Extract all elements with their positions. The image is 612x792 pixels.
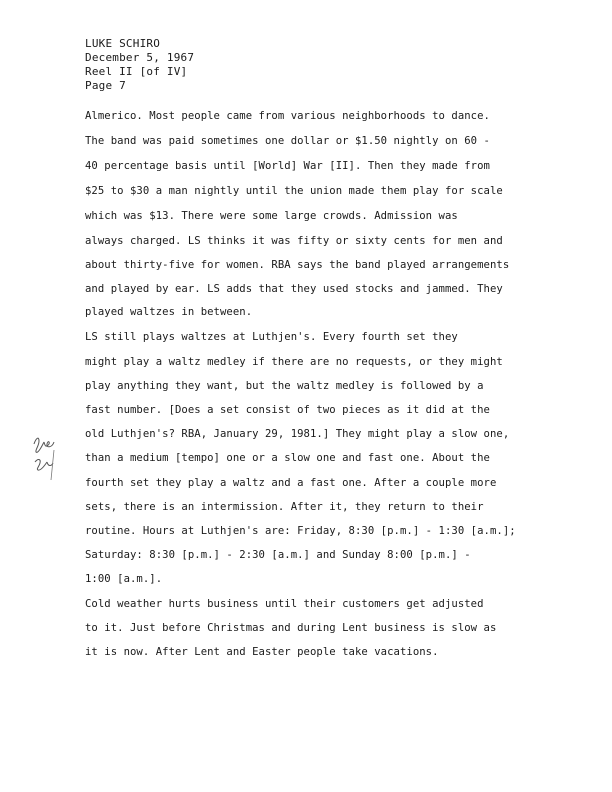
- reel-number: Reel II [of IV]: [85, 65, 188, 78]
- body-line: LS still plays waltzes at Luthjen's. Every fourth set they: [85, 331, 458, 343]
- body-line: 1:00 [a.m.].: [85, 573, 163, 585]
- body-line: old Luthjen's? RBA, January 29, 1981.] They might play a slow one,: [85, 428, 510, 440]
- body-line: 40 percentage basis until [World] War [II]. Then they made from: [85, 160, 490, 172]
- body-line: fourth set they play a waltz and a fast one. After a couple more: [85, 477, 497, 489]
- body-line: Cold weather hurts business until their customers get adjusted: [85, 598, 484, 610]
- body-line: always charged. LS thinks it was fifty or sixty cents for men and: [85, 235, 503, 247]
- body-line: fast number. [Does a set consist of two pieces as it did at the: [85, 404, 490, 416]
- body-line: about thirty-five for women. RBA says the band played arrangements: [85, 259, 510, 271]
- body-line: routine. Hours at Luthjen's are: Friday, 8:30 [p.m.] - 1:30 [a.m.];: [85, 525, 516, 537]
- body-line: play anything they want, but the waltz medley is followed by a: [85, 380, 484, 392]
- interview-date: December 5, 1967: [85, 51, 195, 64]
- body-line: and played by ear. LS adds that they used stocks and jammed. They: [85, 283, 503, 295]
- page-header: [85, 37, 194, 93]
- body-line: might play a waltz medley if there are no requests, or they might: [85, 356, 503, 368]
- handwritten-margin-note-icon: [30, 432, 60, 484]
- interviewee-name: LUKE SCHIRO: [85, 37, 161, 50]
- body-line: it is now. After Lent and Easter people take vacations.: [85, 646, 439, 658]
- body-line: to it. Just before Christmas and during Lent business is slow as: [85, 622, 497, 634]
- body-line: Saturday: 8:30 [p.m.] - 2:30 [a.m.] and Sunday 8:00 [p.m.] -: [85, 549, 471, 561]
- body-line: played waltzes in between.: [85, 306, 253, 318]
- body-line: than a medium [tempo] one or a slow one and fast one. About the: [85, 452, 490, 464]
- body-line: The band was paid sometimes one dollar or $1.50 nightly on 60 -: [85, 135, 490, 147]
- body-line: which was $13. There were some large crowds. Admission was: [85, 210, 458, 222]
- page-number: Page 7: [85, 79, 126, 92]
- body-line: sets, there is an intermission. After it, they return to their: [85, 501, 484, 513]
- body-line: Almerico. Most people came from various neighborhoods to dance.: [85, 110, 490, 122]
- body-line: $25 to $30 a man nightly until the union made them play for scale: [85, 185, 503, 197]
